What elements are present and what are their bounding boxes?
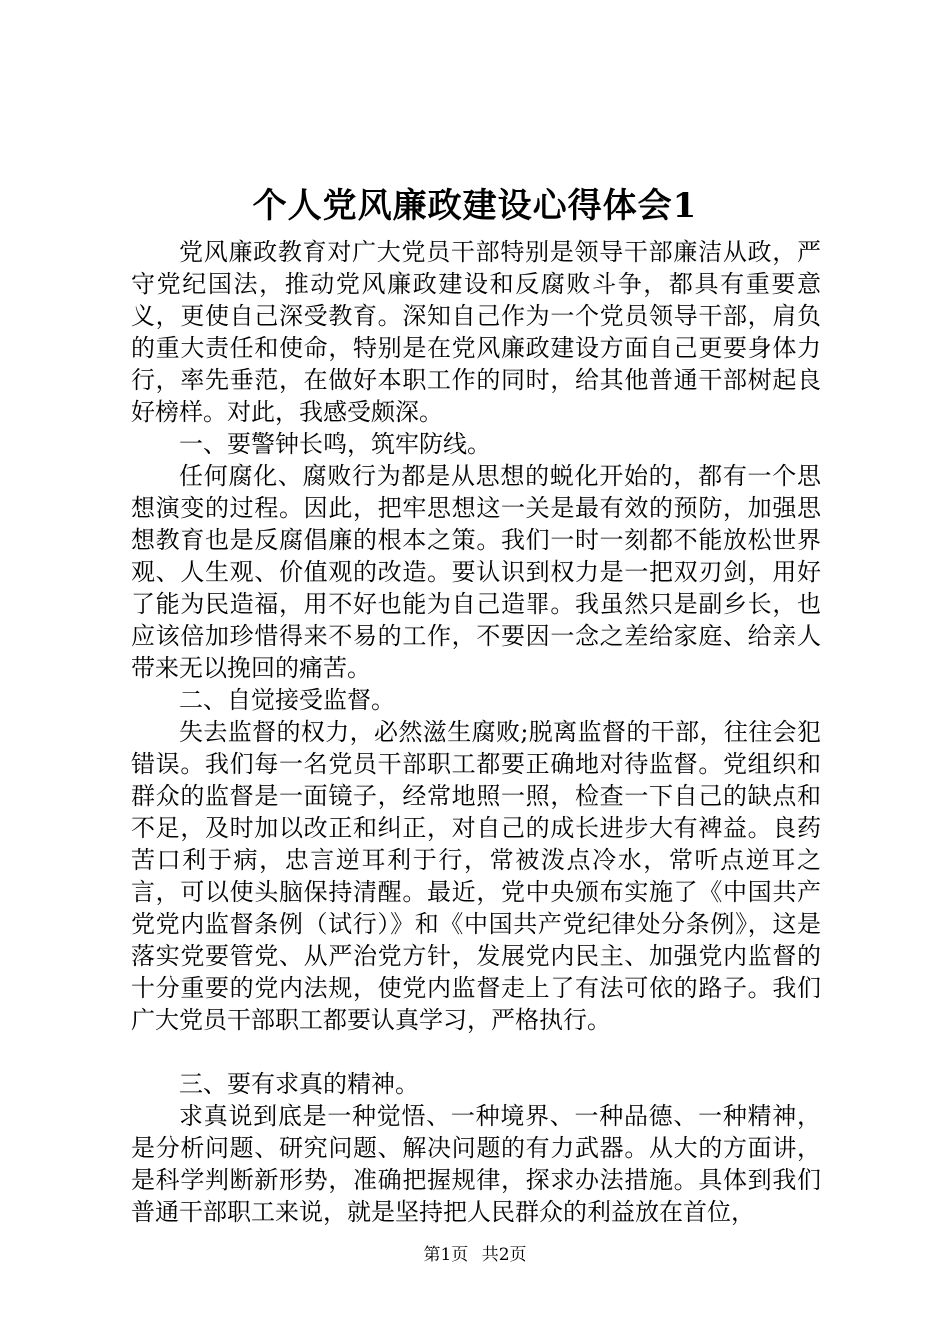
section-paragraph-1: 任何腐化、腐败行为都是从思想的蜕化开始的，都有一个思想演变的过程。因此，把牢思想这一关是最有效的预防，加强思想教育也是反腐倡廉的根本之策。我们一时一刻都不能放松世界观、人生观、价值观的改造。要认识到权力是一把双刃剑，用好了能为民造福，用不好也能为自己造罪。我虽然只是副乡长，也应该倍加珍惜得来不易的工作，不要因一念之差给家庭、给亲人带来无以挽回的痛苦。 bbox=[131, 462, 821, 682]
page-footer bbox=[0, 1244, 950, 1266]
section-heading-3: 三、要有求真的精神。 bbox=[179, 1070, 419, 1098]
page-number-current: 第1页 bbox=[423, 1245, 469, 1265]
section-heading-2: 二、自觉接受监督。 bbox=[179, 686, 395, 714]
intro-paragraph: 党风廉政教育对广大党员干部特别是领导干部廉洁从政，严守党纪国法，推动党风廉政建设和反腐败斗争，都具有重要意义，更使自己深受教育。深知自己作为一个党员领导干部，肩负的重大责任和使命，特别是在党风廉政建设方面自己更要身体力行，率先垂范，在做好本职工作的同时，给其他普通干部树起良好榜样。对此，我感受颇深。 bbox=[131, 238, 821, 426]
section-heading-1: 一、要警钟长鸣，筑牢防线。 bbox=[179, 430, 491, 458]
section-paragraph-3: 求真说到底是一种觉悟、一种境界、一种品德、一种精神，是分析问题、研究问题、解决问题的有力武器。从大的方面讲，是科学判断新形势，准确把握规律，探求办法措施。具体到我们普通干部职工来说，就是坚持把人民群众的利益放在首位， bbox=[131, 1102, 821, 1226]
page-number-total: 共2页 bbox=[481, 1245, 527, 1265]
page-title: 个人党风廉政建设心得体会1 bbox=[252, 186, 698, 226]
section-paragraph-2: 失去监督的权力，必然滋生腐败;脱离监督的干部，往往会犯错误。我们每一名党员干部职工都要正确地对待监督。党组织和群众的监督是一面镜子，经常地照一照，检查一下自己的缺点和不足，及时加以改正和纠正，对自己的成长进步大有裨益。良药苦口利于病，忠言逆耳利于行，常被泼点冷水，常听点逆耳之言，可以使头脑保持清醒。最近，党中央颁布实施了《中国共产党党内监督条例（试行）》和《中国共产党纪律处分条例》，这是落实党要管党、从严治党方针，发展党内民主、加强党内监督的十分重要的党内法规，使党内监督走上了有法可依的路子。我们广大党员干部职工都要认真学习，严格执行。 bbox=[131, 718, 821, 1034]
document-body bbox=[131, 236, 821, 1228]
